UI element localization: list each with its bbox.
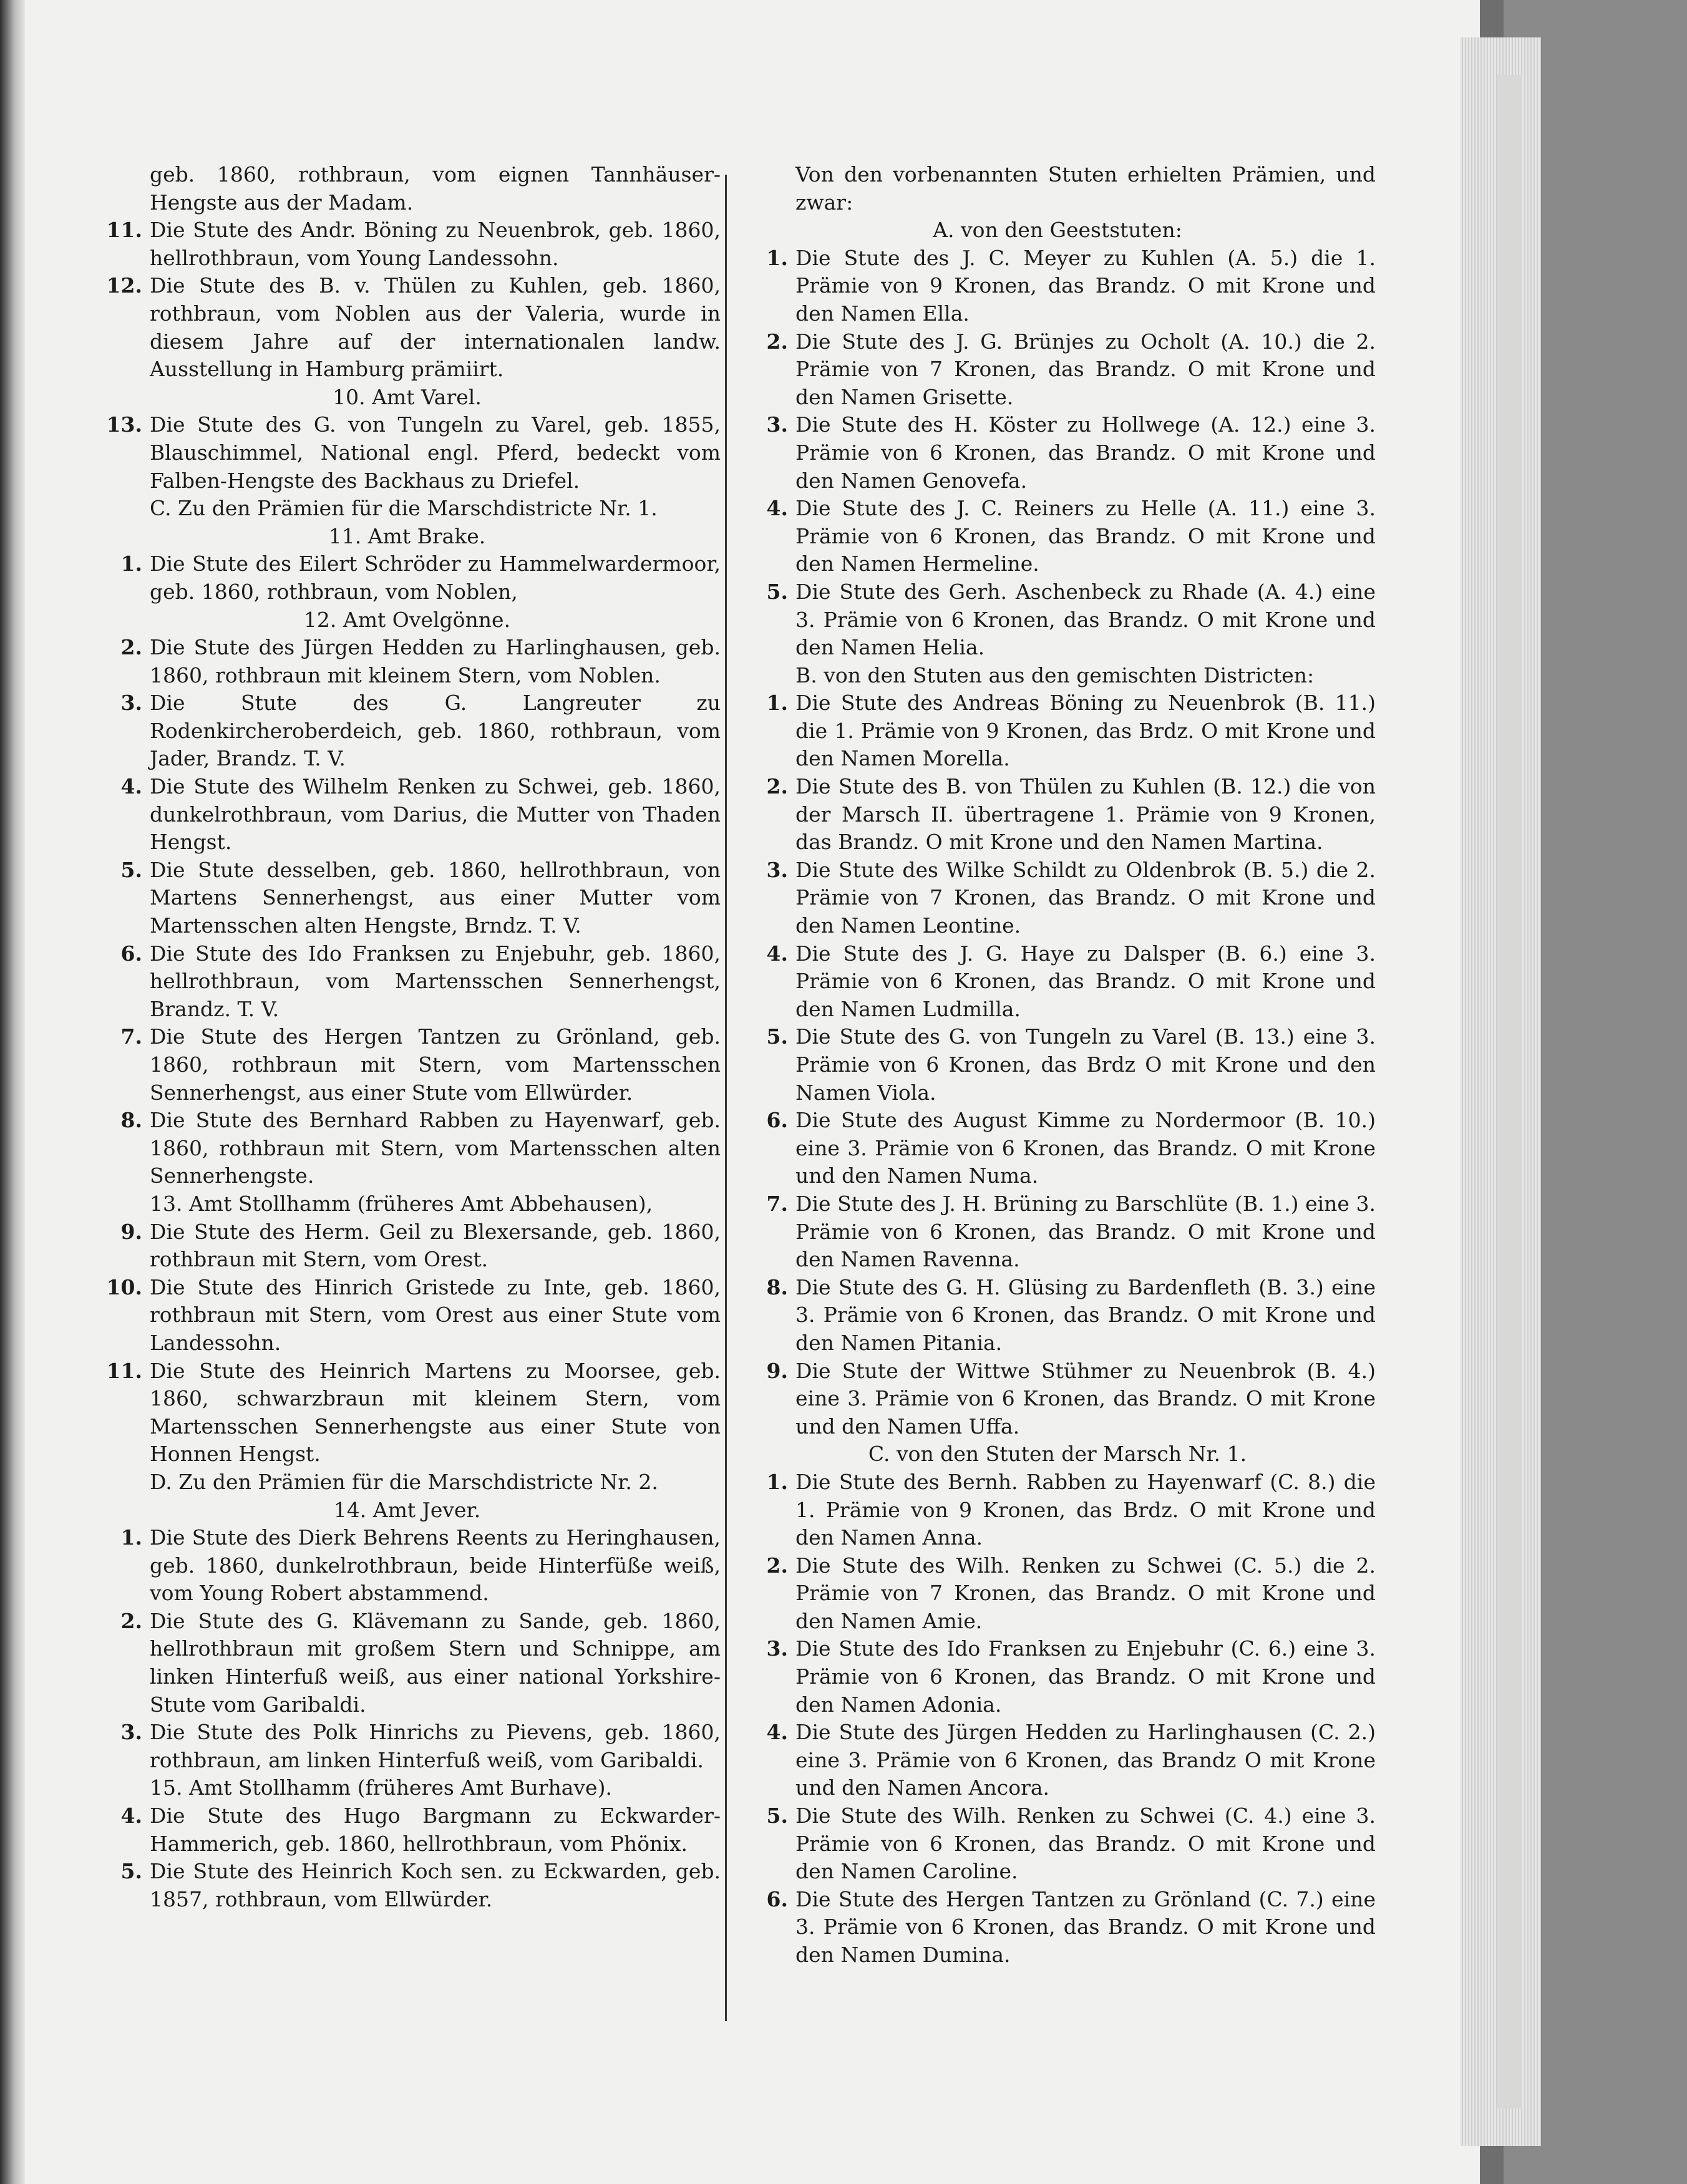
entry-number: 1. [766, 691, 788, 716]
entry-number: 2. [766, 1553, 788, 1578]
list-entry [94, 1107, 721, 1190]
entry-number: 5. [766, 1803, 788, 1828]
entry-text: Die Stute des J. C. Meyer zu Kuhlen (A. 5.) die 1. Prämie von 9 Kronen, das Brandz. O mit Krone und den Namen Ella. [795, 245, 1376, 326]
list-entry [94, 857, 721, 940]
entry-number: 11. [106, 218, 142, 243]
entry-number: 4. [766, 496, 788, 521]
entry-number: 6. [766, 1108, 788, 1133]
list-entry [739, 411, 1376, 495]
entry-text: Die Stute des Wilke Schildt zu Oldenbrok (B. 5.) die 2. Prämie von 7 Kronen, das Brandz. O mit Krone und den Namen Leontine. [795, 857, 1376, 938]
entry-number: 7. [766, 1191, 788, 1216]
entry-text: Die Stute des J. G. Brünjes zu Ocholt (A. 10.) die 2. Prämie von 7 Kronen, das Brandz. O mit Krone und den Namen Grisette. [795, 329, 1376, 409]
entry-number: 7. [120, 1024, 142, 1049]
list-entry [739, 245, 1376, 328]
entry-text: Die Stute des G. von Tungeln zu Varel (B. 13.) eine 3. Prämie von 6 Kronen, das Brdz O mit Krone und den Namen Viola. [795, 1024, 1376, 1105]
entry-text: Die Stute des Gerh. Aschenbeck zu Rhade (A. 4.) eine 3. Prämie von 6 Kronen, das Brandz. O mit Krone und den Namen Helia. [795, 579, 1376, 660]
entry-text: Die Stute des Dierk Behrens Reents zu Heringhausen, geb. 1860, dunkelrothbraun, beide Hinterfüße weiß, vom Young Robert abstammend. [150, 1525, 721, 1606]
list-entry [739, 578, 1376, 662]
entry-text: Die Stute des Herm. Geil zu Blexersande, geb. 1860, rothbraun mit Stern, vom Orest. [150, 1219, 721, 1272]
left-column [94, 161, 721, 1913]
entry-text: Die Stute des Wilh. Renken zu Schwei (C. 4.) eine 3. Prämie von 6 Kronen, das Brandz. O mit Krone und den Namen Caroline. [795, 1803, 1376, 1884]
book-gutter [0, 0, 25, 2184]
section-title: 15. Amt Stollhamm (früheres Amt Burhave). [150, 1775, 612, 1800]
entry-text: Die Stute des Hinrich Gristede zu Inte, geb. 1860, rothbraun mit Stern, vom Orest aus einer Stute vom Landessohn. [150, 1274, 721, 1355]
entry-number: 1. [766, 245, 788, 270]
list-entry [94, 411, 721, 495]
list-entry [739, 1635, 1376, 1719]
section-title: B. von den Stuten aus den gemischten Districten: [795, 662, 1315, 687]
section-heading: 10. Amt Varel. [333, 384, 482, 409]
entry-number: 2. [120, 1608, 142, 1633]
list-entry [739, 328, 1376, 412]
entry-text: Die Stute des Hergen Tantzen zu Grönland (C. 7.) eine 3. Prämie von 6 Kronen, das Brandz. O mit Krone und den Namen Dumina. [795, 1886, 1376, 1967]
entry-text: Die Stute des G. Langreuter zu Rodenkircheroberdeich, geb. 1860, rothbraun, vom Jader, Brandz. T. V. [150, 691, 721, 771]
entry-number: 3. [120, 1720, 142, 1745]
entry-number: 10. [106, 1274, 142, 1299]
entry-text: Die Stute des Eilert Schröder zu Hammelwardermoor, geb. 1860, rothbraun, vom Noblen, [150, 551, 721, 604]
entry-text: Die Stute desselben, geb. 1860, hellrothbraun, von Martens Sennerhengst, aus einer Mutter vom Martensschen alten Hengste, Brndz. T. V. [150, 857, 721, 938]
entry-number: 1. [120, 1525, 142, 1550]
section-title: 13. Amt Stollhamm (früheres Amt Abbehausen), [150, 1191, 653, 1216]
entry-text: Die Stute des B. v. Thülen zu Kuhlen, geb. 1860, rothbraun, vom Noblen aus der Valeria, wurde in diesem Jahre auf der internationalen landw. Ausstellung in Hamburg prämiirt. [150, 273, 721, 382]
list-entry [739, 1886, 1376, 1969]
entry-text: Die Stute des J. G. Haye zu Dalsper (B. 6.) eine 3. Prämie von 6 Kronen, das Brandz. O mit Krone und den Namen Ludmilla. [795, 941, 1376, 1021]
entry-number: 9. [766, 1358, 788, 1383]
section-heading: 12. Amt Ovelgönne. [303, 607, 511, 632]
entry-number: 11. [106, 1358, 142, 1383]
entry-number: 5. [120, 1859, 142, 1884]
list-entry [739, 1274, 1376, 1357]
list-entry [94, 1802, 721, 1858]
entry-number: 3. [766, 412, 788, 437]
list-entry [94, 1274, 721, 1357]
entry-text: Die Stute des H. Köster zu Hollwege (A. 12.) eine 3. Prämie von 6 Kronen, das Brandz. O mit Krone und den Namen Genovefa. [795, 412, 1376, 493]
entry-text: Die Stute des Polk Hinrichs zu Pievens, geb. 1860, rothbraun, am linken Hinterfuß weiß, vom Garibaldi. [150, 1720, 721, 1772]
entry-number: 6. [766, 1886, 788, 1911]
entry-number: 4. [120, 774, 142, 799]
list-entry [739, 1023, 1376, 1107]
entry-text: Die Stute des Bernh. Rabben zu Hayenwarf (C. 8.) die 1. Prämie von 9 Kronen, das Brdz. O mit Krone und den Namen Anna. [795, 1469, 1376, 1550]
entry-number: 5. [766, 579, 788, 604]
entry-text: Die Stute des Heinrich Martens zu Moorsee, geb. 1860, schwarzbraun mit kleinem Stern, vom Martensschen Sennerhengste aus einer Stute von Honnen Hengst. [150, 1358, 721, 1467]
list-entry [739, 1107, 1376, 1190]
entry-text: Die Stute des Wilh. Renken zu Schwei (C. 5.) die 2. Prämie von 7 Kronen, das Brandz. O mit Krone und den Namen Amie. [795, 1553, 1376, 1633]
entry-number: 6. [120, 941, 142, 966]
section-heading: 14. Amt Jever. [333, 1497, 481, 1522]
entry-number: 8. [766, 1274, 788, 1299]
list-entry [739, 1190, 1376, 1274]
entry-text: Die Stute des Heinrich Koch sen. zu Eckwarden, geb. 1857, rothbraun, vom Ellwürder. [150, 1859, 721, 1911]
list-entry [739, 773, 1376, 857]
entry-text: Die Stute des Andreas Böning zu Neuenbrok (B. 11.) die 1. Prämie von 9 Kronen, das Brdz. O mit Krone und den Namen Morella. [795, 691, 1376, 771]
list-entry [94, 1608, 721, 1719]
list-entry [94, 940, 721, 1024]
entry-text: Die Stute des Jürgen Hedden zu Harlinghausen, geb. 1860, rothbraun mit kleinem Stern, vom Noblen. [150, 635, 721, 687]
entry-text: Die Stute des G. Klävemann zu Sande, geb. 1860, hellrothbraun mit großem Stern und Schnippe, am linken Hinterfuß weiß, aus einer national Yorkshire-Stute vom Garibaldi. [150, 1608, 721, 1717]
list-entry [94, 773, 721, 857]
entry-number: 12. [106, 273, 142, 298]
entry-number: 4. [766, 941, 788, 966]
column-divider [725, 175, 727, 2021]
list-entry [94, 1357, 721, 1468]
entry-text: Die Stute des Andr. Böning zu Neuenbrok, geb. 1860, hellrothbraun, vom Young Landessohn. [150, 218, 721, 270]
entry-number: 5. [120, 857, 142, 882]
list-entry [94, 1719, 721, 1774]
entry-number: 3. [766, 857, 788, 882]
entry-text: Die Stute des Ido Franksen zu Enjebuhr (C. 6.) eine 3. Prämie von 6 Kronen, das Brandz. O mit Krone und den Namen Adonia. [795, 1636, 1376, 1717]
entry-text: Die Stute des Ido Franksen zu Enjebuhr, geb. 1860, hellrothbraun, vom Martensschen Sennerhengst, Brandz. T. V. [150, 941, 721, 1021]
entry-text: Die Stute des Bernhard Rabben zu Hayenwarf, geb. 1860, rothbraun mit Stern, vom Martensschen alten Sennerhengste. [150, 1108, 721, 1188]
list-entry [739, 1552, 1376, 1636]
entry-number: 9. [120, 1219, 142, 1244]
entry-text: Die Stute des August Kimme zu Nordermoor (B. 10.) eine 3. Prämie von 6 Kronen, das Brandz. O mit Krone und den Namen Numa. [795, 1108, 1376, 1188]
list-entry [94, 689, 721, 773]
list-entry [739, 940, 1376, 1024]
list-entry [94, 1218, 721, 1274]
entry-number: 2. [766, 329, 788, 354]
entry-number: 13. [106, 412, 142, 437]
section-title: C. Zu den Prämien für die Marschdistricte Nr. 1. [150, 496, 658, 521]
entry-number: 1. [766, 1469, 788, 1494]
entry-number: 3. [120, 691, 142, 716]
entry-text: Die Stute des J. H. Brüning zu Barschlüte (B. 1.) eine 3. Prämie von 6 Kronen, das Brandz. O mit Krone und den Namen Ravenna. [795, 1191, 1376, 1272]
entry-text: Die Stute des G. von Tungeln zu Varel, geb. 1855, Blauschimmel, National engl. Pferd, bedeckt vom Falben-Hengste des Backhaus zu Driefel. [150, 412, 721, 493]
list-entry [94, 550, 721, 606]
entry-number: 4. [120, 1803, 142, 1828]
list-entry [739, 1468, 1376, 1552]
entry-number: 3. [766, 1636, 788, 1661]
entry-text: Die Stute des Hugo Bargmann zu Eckwarder-Hammerich, geb. 1860, hellrothbraun, vom Phönix. [150, 1803, 721, 1856]
section-heading: A. von den Geeststuten: [933, 218, 1182, 243]
entry-text: Die Stute des G. H. Glüsing zu Bardenfleth (B. 3.) eine 3. Prämie von 6 Kronen, das Brandz. O mit Krone und den Namen Pitania. [795, 1274, 1376, 1355]
list-entry [739, 1719, 1376, 1802]
entry-number: 2. [120, 635, 142, 660]
entry-text: Die Stute des Jürgen Hedden zu Harlinghausen (C. 2.) eine 3. Prämie von 6 Kronen, das Brandz O mit Krone und den Namen Ancora. [795, 1720, 1376, 1800]
right-column [739, 161, 1376, 1969]
list-entry [94, 634, 721, 689]
entry-text: Die Stute des B. von Thülen zu Kuhlen (B. 12.) die von der Marsch II. übertragene 1. Prämie von 9 Kronen, das Brandz. O mit Krone und den Namen Martina. [795, 774, 1376, 855]
list-entry [94, 272, 721, 383]
list-entry [739, 1802, 1376, 1886]
list-entry [94, 1023, 721, 1107]
entry-number: 8. [120, 1108, 142, 1133]
section-title: D. Zu den Prämien für die Marschdistricte Nr. 2. [150, 1469, 658, 1494]
entry-text: Die Stute des Wilhelm Renken zu Schwei, geb. 1860, dunkelrothbraun, vom Darius, die Mutter von Thaden Hengst. [150, 774, 721, 855]
list-entry [94, 1858, 721, 1913]
section-heading: C. von den Stuten der Marsch Nr. 1. [868, 1442, 1247, 1467]
list-entry [739, 857, 1376, 940]
continuation-text: Von den vorbenannten Stuten erhielten Prämien, und zwar: [795, 162, 1376, 215]
entry-text: Die Stute des Hergen Tantzen zu Grönland, geb. 1860, rothbraun mit Stern, vom Martensschen Sennerhengst, aus einer Stute vom Ellwürder. [150, 1024, 721, 1105]
continuation-text: geb. 1860, rothbraun, vom eignen Tannhäuser-Hengste aus der Madam. [150, 162, 721, 215]
list-entry [739, 495, 1376, 578]
entry-text: Die Stute der Wittwe Stühmer zu Neuenbrok (B. 4.) eine 3. Prämie von 6 Kronen, das Brandz. O mit Krone und den Namen Uffa. [795, 1358, 1376, 1439]
entry-number: 5. [766, 1024, 788, 1049]
list-entry [739, 1357, 1376, 1441]
entry-number: 1. [120, 551, 142, 576]
list-entry [94, 1524, 721, 1608]
entry-number: 2. [766, 774, 788, 799]
list-entry [94, 216, 721, 272]
entry-text: Die Stute des J. C. Reiners zu Helle (A. 11.) eine 3. Prämie von 6 Kronen, das Brandz. O mit Krone und den Namen Hermeline. [795, 496, 1376, 576]
cover-inner-strip [1497, 75, 1522, 2109]
entry-number: 4. [766, 1720, 788, 1745]
section-heading: 11. Amt Brake. [328, 523, 486, 548]
list-entry [739, 689, 1376, 773]
